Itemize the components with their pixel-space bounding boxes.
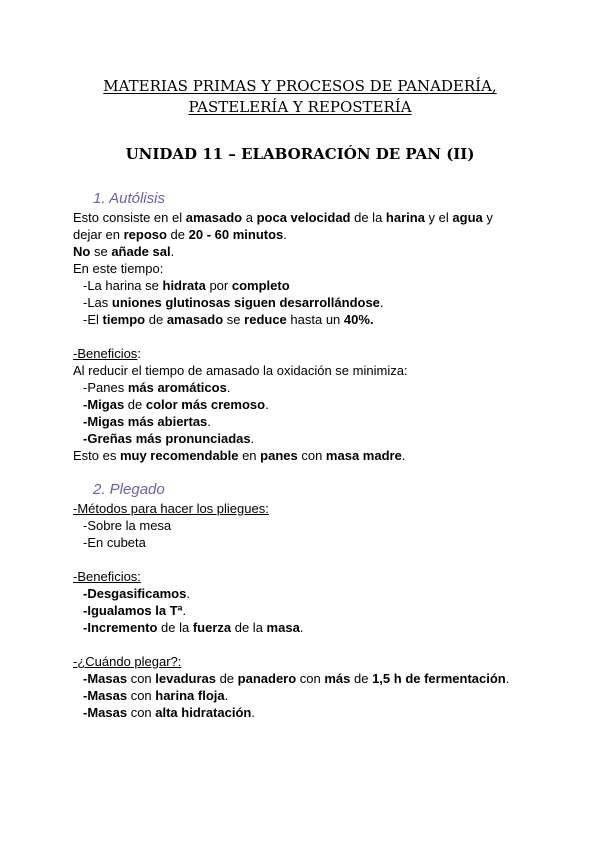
bold-text: hidrata [162,278,206,293]
text: de [166,227,189,242]
bold-text: -Migas [83,397,125,412]
list-item [73,619,543,636]
bold-text: tiempo [102,312,146,327]
text: -Panes [83,380,128,395]
text: con [127,671,156,686]
list-item [73,704,543,721]
subheading-metodos [73,500,543,517]
document-title-line-1: MATERIAS PRIMAS Y PROCESOS DE PANADERÍA, [103,77,497,95]
bold-text: reposo [123,227,167,242]
bold-text: alta hidratación [155,705,252,720]
text: Esto consiste en el [73,210,186,225]
bold-text: 40% [343,312,370,327]
list-item [73,602,543,619]
bold-text: -Migas más abiertas [83,414,208,429]
text: Esto es [73,448,120,463]
bold-text: -Desgasificamos [83,586,187,601]
bold-text: más aromáticos [127,380,227,395]
list-item: -Sobre la mesa [83,518,172,533]
bold-text: fuerza [192,620,232,635]
bold-text: uniones glutinosas siguen desarrollándose [111,295,380,310]
list-item [73,687,543,704]
spacer [73,328,543,345]
bold-text: completo [231,278,290,293]
list-item [73,413,543,430]
bold-text: reduce [244,312,287,327]
text: de [350,671,373,686]
subheading-cuando-plegar [73,653,543,670]
text: . [250,431,255,446]
bold-text: No [73,244,91,259]
paragraph-line: Al reducir el tiempo de amasado la oxidación se minimiza: [73,363,408,378]
text: . [170,244,175,259]
bold-text: agua [452,210,483,225]
text: . [207,414,211,429]
text: de [124,397,146,412]
text: de [215,671,238,686]
spacer [73,636,543,653]
bold-text: -Igualamos la Tª [83,603,183,618]
text: . [401,448,406,463]
paragraph-line [73,209,543,226]
bold-text: harina [385,210,425,225]
bold-text: harina floja [155,688,225,703]
text: . [251,705,255,720]
paragraph-line [73,243,543,260]
list-item [73,311,543,328]
bold-text: -Masas [83,688,128,703]
bold-text: -Masas [83,705,128,720]
unit-title: UNIDAD 11 – ELABORACIÓN DE PAN (II) [125,145,475,163]
text: y [482,210,493,225]
text: . [226,380,231,395]
bold-text: más [324,671,351,686]
underlined-text: -¿Cuándo plegar?: [73,654,182,669]
text: . [186,586,190,601]
document-body [73,188,543,721]
text: . [505,671,510,686]
list-item [73,670,543,687]
spacer [73,551,543,568]
bold-text: levaduras [155,671,216,686]
text: . [182,603,187,618]
section-heading-plegado: 2. Plegado [93,481,165,498]
underlined-text: -Beneficios: [73,569,141,584]
paragraph-line: En este tiempo: [73,261,164,276]
text: de [145,312,167,327]
bold-text: -Masas [83,671,128,686]
list-item [73,379,543,396]
list-item: -En cubeta [83,535,146,550]
text: -La harina se [83,278,163,293]
text: se [90,244,112,259]
text: de la [157,620,193,635]
text: . [283,227,287,242]
spacer [73,464,543,479]
bold-text: masa madre [325,448,402,463]
text: de la [231,620,267,635]
text: -Las [83,295,112,310]
text: . [299,620,304,635]
bold-text: poca velocidad [256,210,351,225]
text: . [265,397,269,412]
bold-text: . [369,312,374,327]
text: con [127,705,156,720]
underlined-text: -Beneficios [73,346,138,361]
section-heading-autolisis: 1. Autólisis [93,190,165,207]
text: . [379,295,384,310]
text: con [127,688,156,703]
subheading-beneficios [73,345,543,362]
list-item [73,430,543,447]
bold-text: masa [266,620,300,635]
document-title-line-2: PASTELERÍA Y REPOSTERÍA [188,98,412,116]
paragraph-line [73,226,543,243]
bold-text: panadero [237,671,297,686]
underlined-text: -Métodos para hacer los pliegues: [73,501,269,516]
bold-text: 20 - 60 minutos [188,227,284,242]
list-item [73,277,543,294]
text: se [223,312,245,327]
bold-text: 1,5 h de fermentación [372,671,506,686]
bold-text: amasado [166,312,224,327]
bold-text: amasado [185,210,243,225]
text: y el [424,210,453,225]
text: por [205,278,232,293]
subheading-beneficios [73,568,543,585]
text: dejar en [73,227,124,242]
bold-text: añade sal [111,244,171,259]
bold-text: color más cremoso [145,397,266,412]
list-item [73,294,543,311]
text: . [224,688,229,703]
text: con [297,448,326,463]
text: -El [83,312,103,327]
bold-text: panes [260,448,298,463]
bold-text: muy recomendable [119,448,239,463]
paragraph-line [73,447,543,464]
bold-text: -Greñas más pronunciadas [83,431,251,446]
list-item [73,396,543,413]
text: en [238,448,261,463]
text: : [137,346,141,361]
text: de la [350,210,386,225]
list-item [73,585,543,602]
text: con [296,671,325,686]
bold-text: -Incremento [83,620,158,635]
text: a [242,210,257,225]
text: hasta un [286,312,344,327]
